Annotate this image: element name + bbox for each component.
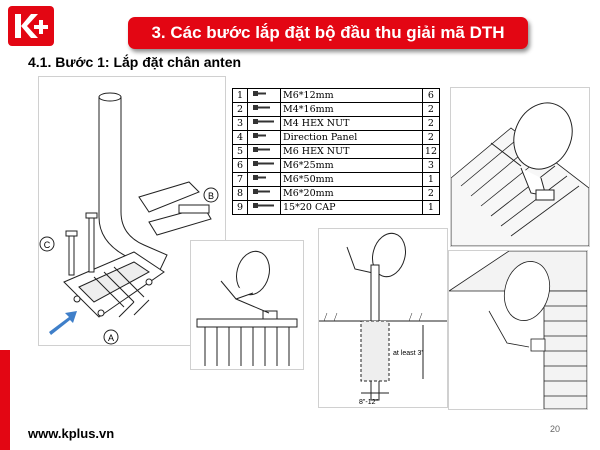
part-number: 4 bbox=[233, 131, 248, 145]
part-icon bbox=[248, 201, 281, 215]
wall-mount-diagram bbox=[448, 250, 588, 410]
part-name: Direction Panel bbox=[281, 131, 423, 145]
part-qty: 2 bbox=[422, 117, 439, 131]
label-a: A bbox=[107, 333, 115, 343]
part-icon bbox=[248, 131, 281, 145]
part-name: M6 HEX NUT bbox=[281, 145, 423, 159]
part-number: 9 bbox=[233, 201, 248, 215]
part-icon bbox=[248, 117, 281, 131]
part-qty: 2 bbox=[422, 131, 439, 145]
part-qty: 6 bbox=[422, 89, 439, 103]
part-number: 7 bbox=[233, 173, 248, 187]
part-icon bbox=[248, 187, 281, 201]
part-qty: 1 bbox=[422, 201, 439, 215]
page-number: 20 bbox=[550, 424, 561, 434]
blue-arrow-icon bbox=[49, 311, 77, 335]
parts-row bbox=[233, 187, 440, 201]
part-name: M4*16mm bbox=[281, 103, 423, 117]
part-icon bbox=[248, 103, 281, 117]
part-qty: 2 bbox=[422, 187, 439, 201]
parts-row bbox=[233, 159, 440, 173]
parts-row bbox=[233, 131, 440, 145]
part-number: 2 bbox=[233, 103, 248, 117]
parts-row bbox=[233, 145, 440, 159]
roof-mount-diagram bbox=[450, 87, 590, 247]
ground-pole-diagram bbox=[318, 228, 448, 408]
footer-website: www.kplus.vn bbox=[28, 426, 115, 441]
part-qty: 2 bbox=[422, 103, 439, 117]
part-name: M6*50mm bbox=[281, 173, 423, 187]
label-c: C bbox=[43, 240, 51, 250]
slide-title: 3. Các bước lắp đặt bộ đầu thu giải mã DTH bbox=[128, 17, 528, 49]
part-number: 5 bbox=[233, 145, 248, 159]
depth-label: at least 3' bbox=[393, 350, 423, 357]
part-name: 15*20 CAP bbox=[281, 201, 423, 215]
parts-row bbox=[233, 117, 440, 131]
part-number: 1 bbox=[233, 89, 248, 103]
label-b: B bbox=[207, 191, 215, 201]
parts-table bbox=[232, 88, 440, 215]
part-icon bbox=[248, 159, 281, 173]
kplus-logo bbox=[8, 6, 54, 46]
part-number: 3 bbox=[233, 117, 248, 131]
part-name: M4 HEX NUT bbox=[281, 117, 423, 131]
parts-row bbox=[233, 173, 440, 187]
part-icon bbox=[248, 145, 281, 159]
part-name: M6*25mm bbox=[281, 159, 423, 173]
part-name: M6*20mm bbox=[281, 187, 423, 201]
railing-mount-diagram bbox=[190, 240, 304, 370]
part-qty: 12 bbox=[422, 145, 439, 159]
section-heading: 4.1. Bước 1: Lắp đặt chân anten bbox=[28, 54, 242, 70]
part-icon bbox=[248, 173, 281, 187]
part-qty: 1 bbox=[422, 173, 439, 187]
part-number: 6 bbox=[233, 159, 248, 173]
parts-row bbox=[233, 103, 440, 117]
parts-row bbox=[233, 89, 440, 103]
parts-row bbox=[233, 201, 440, 215]
width-label: 8"-12" bbox=[359, 399, 378, 406]
part-number: 8 bbox=[233, 187, 248, 201]
part-name: M6*12mm bbox=[281, 89, 423, 103]
part-icon bbox=[248, 89, 281, 103]
part-qty: 3 bbox=[422, 159, 439, 173]
red-accent-bar bbox=[0, 350, 10, 450]
